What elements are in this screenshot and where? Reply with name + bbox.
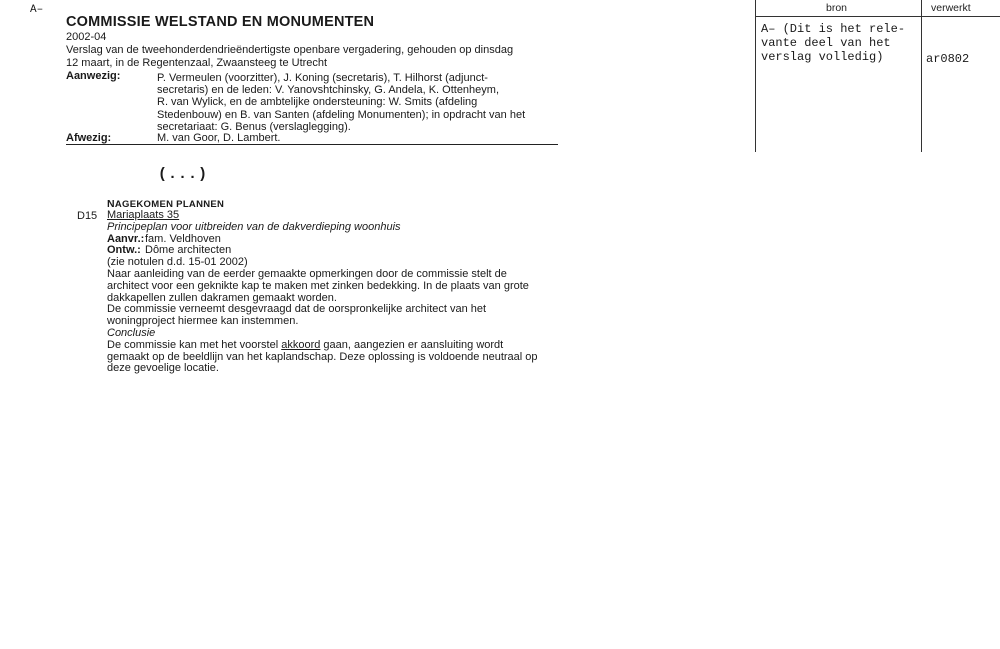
paragraph-line: architect voor een geknikte kap te maken met zinken bedekking. In de plaats van grote <box>107 279 529 292</box>
item-address: Mariaplaats 35 <box>107 209 180 221</box>
present-line: secretariaat: G. Benus (verslaglegging). <box>157 120 351 133</box>
paragraph-line: dakkapellen zullen dakramen gemaakt worden. <box>107 291 337 304</box>
absent-label: Afwezig: <box>66 132 112 144</box>
item-body <box>107 210 567 375</box>
item-code: D15 <box>77 210 98 222</box>
source-line: A– (Dit is het rele- <box>761 22 906 36</box>
conclusion-line <box>107 340 567 352</box>
section-heading-initial: N <box>107 198 115 210</box>
paragraph-line: Naar aanleiding van de eerder gemaakte opmerkingen door de commissie stelt de <box>107 267 507 280</box>
present-line: R. van Wylick, en de ambtelijke ondersteuning: W. Smits (afdeling <box>157 96 478 109</box>
document-title: COMMISSIE WELSTAND EN MONUMENTEN <box>66 14 375 30</box>
conclusion-text: gaan, aangezien er aansluiting wordt <box>320 338 504 351</box>
present-list <box>157 72 557 133</box>
present-line: secretaris) en de leden: V. Yanovshtchinsky, G. Andela, K. Ottenheym, <box>157 84 500 97</box>
conclusion-line: gemaakt op de beeldlijn van het kaplandschap. Deze oplossing is voldoende neutraal op <box>107 350 538 363</box>
applicant-value: fam. Veldhoven <box>145 232 221 245</box>
section-heading-rest: AGEKOMEN PLANNEN <box>114 199 225 210</box>
conclusion-verdict: akkoord <box>281 338 321 351</box>
item-subtitle: Principeplan voor uitbreiden van de dakverdieping woonhuis <box>107 220 401 233</box>
designer-label: Ontw.: <box>107 244 141 257</box>
present-line: P. Vermeulen (voorzitter), J. Koning (secretaris), T. Hilhorst (adjunct- <box>157 72 488 84</box>
conclusion-label: Conclusie <box>107 326 156 339</box>
conclusion-line: deze gevoelige locatie. <box>107 362 219 375</box>
table-left-border <box>755 0 756 152</box>
source-column-header: bron <box>826 2 848 14</box>
header-divider <box>66 144 558 145</box>
absent-value: M. van Goor, D. Lambert. <box>157 132 281 144</box>
report-line-1: Verslag van de tweehonderdendrieëndertigste openbare vergadering, gehouden op dinsdag <box>66 44 514 56</box>
present-label: Aanwezig: <box>66 70 121 82</box>
table-header-divider <box>755 16 1000 17</box>
table-column-divider <box>921 0 922 152</box>
processed-column-header: verwerkt <box>931 2 971 14</box>
corner-mark: A– <box>30 4 44 16</box>
report-line-2: 12 maart, in de Regentenzaal, Zwaansteeg te Utrecht <box>66 57 328 69</box>
source-cell <box>761 22 905 64</box>
conclusion-text: De commissie kan met het voorstel <box>107 338 282 351</box>
paragraph-line: De commissie verneemt desgevraagd dat de oorspronkelijke architect van het <box>107 303 487 316</box>
applicant-label: Aanvr.: <box>107 232 145 245</box>
source-line: verslag volledig) <box>761 50 884 64</box>
source-line: vante deel van het <box>761 36 891 50</box>
present-line: Stedenbouw) en B. van Santen (afdeling Monumenten); in opdracht van het <box>157 108 526 121</box>
reference-number: 2002-04 <box>66 31 107 43</box>
designer-value: Dôme architecten <box>145 244 232 257</box>
omission-marker: (...) <box>158 166 209 183</box>
processed-cell: ar0802 <box>926 52 970 66</box>
paragraph-line: woningproject hiermee kan instemmen. <box>107 315 299 328</box>
note-reference: (zie notulen d.d. 15-01 2002) <box>107 256 248 269</box>
